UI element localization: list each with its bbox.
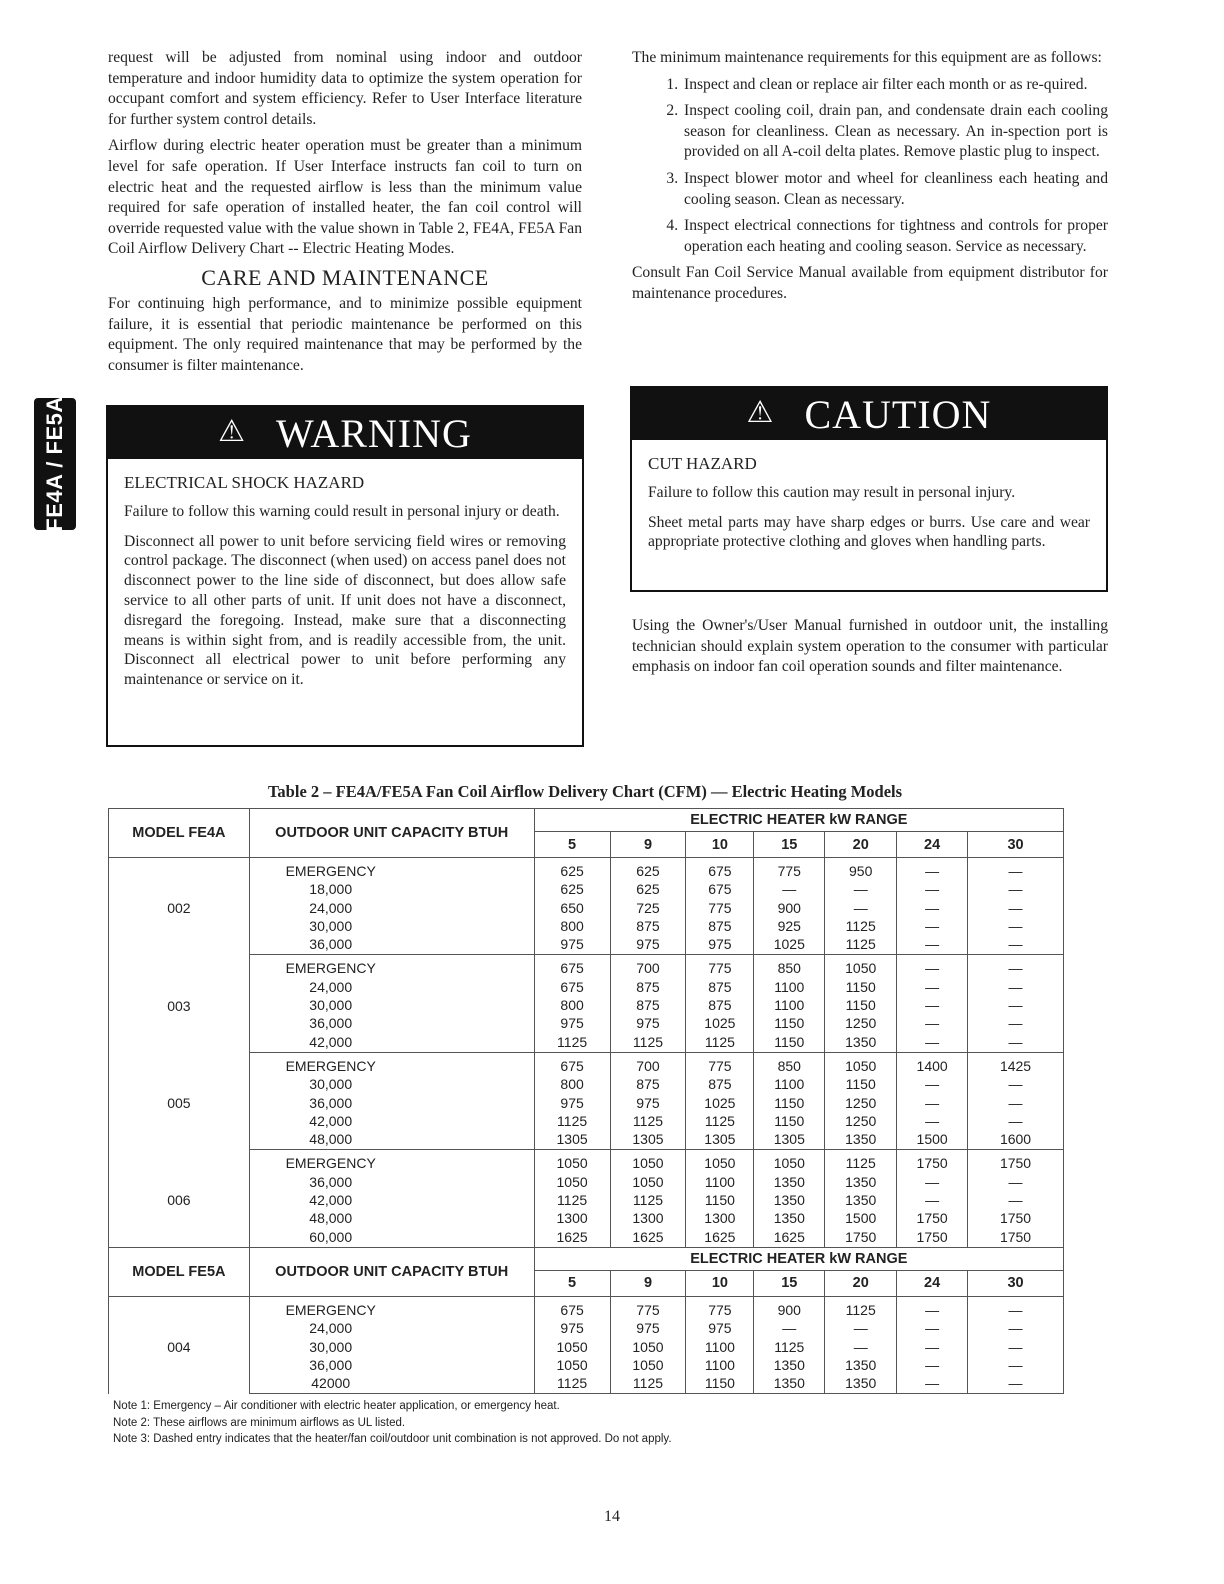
airflow-cell: 975	[686, 935, 754, 955]
capacity-cell: 24,000	[249, 1319, 534, 1337]
airflow-cell: 775	[610, 1296, 686, 1319]
airflow-cell: 1625	[534, 1228, 610, 1248]
airflow-cell: 1350	[825, 1191, 897, 1209]
airflow-cell: 1125	[610, 1033, 686, 1053]
airflow-cell: —	[897, 935, 968, 955]
airflow-cell: 975	[610, 935, 686, 955]
airflow-cell: —	[897, 858, 968, 881]
airflow-cell: 975	[686, 1319, 754, 1337]
airflow-cell: —	[897, 1356, 968, 1374]
right-column	[632, 48, 1108, 311]
airflow-cell: 975	[610, 1094, 686, 1112]
airflow-cell: 1250	[825, 1014, 897, 1032]
airflow-cell: 625	[534, 858, 610, 881]
warning-text-1: Failure to follow this warning could result in personal injury or death.	[124, 502, 560, 520]
table-row	[109, 1150, 1064, 1173]
airflow-cell: —	[754, 880, 825, 898]
table-row	[109, 1094, 1064, 1112]
model-number-cell: 004	[109, 1296, 250, 1393]
airflow-cell: 1500	[897, 1130, 968, 1150]
capacity-cell: EMERGENCY	[249, 1150, 534, 1173]
airflow-cell: 1250	[825, 1094, 897, 1112]
airflow-cell: —	[968, 1173, 1064, 1191]
paragraph-consult-manual: Consult Fan Coil Service Manual available from equipment distributor for maintenance procedures.	[632, 264, 1108, 302]
capacity-cell: 30,000	[249, 996, 534, 1014]
airflow-cell: 775	[754, 858, 825, 881]
maintenance-item: 3. Inspect blower motor and wheel for cleanliness each heating and cooling season. Clean as necessary.	[682, 169, 1108, 210]
capacity-cell: 30,000	[249, 1338, 534, 1356]
paragraph-maintenance-intro: For continuing high performance, and to minimize possible equipment failure, it is essential that periodic maintenance be performed on this equipment. The only required maintenance that may be performed by the consumer is filter maintenance.	[108, 294, 582, 374]
airflow-cell: 1050	[610, 1338, 686, 1356]
airflow-cell: 775	[686, 1296, 754, 1319]
paragraph-owner-manual: Using the Owner's/User Manual furnished in outdoor unit, the installing technician should explain system operation to the consumer with particular emphasis on indoor fan coil operation sounds and filter maintenance.	[632, 617, 1108, 676]
model-number-cell: 006	[109, 1150, 250, 1247]
airflow-cell: 1125	[825, 935, 897, 955]
airflow-cell: —	[897, 1075, 968, 1093]
airflow-cell: 1100	[686, 1356, 754, 1374]
model-number-cell: 005	[109, 1052, 250, 1149]
airflow-cell: 1600	[968, 1130, 1064, 1150]
table-row	[109, 1052, 1064, 1075]
airflow-cell: —	[968, 978, 1064, 996]
airflow-cell: 700	[610, 955, 686, 978]
airflow-cell: 975	[610, 1319, 686, 1337]
kw-column-header: 24	[897, 832, 968, 858]
airflow-cell: —	[968, 1112, 1064, 1130]
table-note: Note 2: These airflows are minimum airflows as UL listed.	[113, 1416, 406, 1429]
table-row	[109, 1191, 1064, 1209]
capacity-column-header: OUTDOOR UNIT CAPACITY BTUH	[249, 809, 534, 858]
capacity-cell: 42,000	[249, 1112, 534, 1130]
airflow-cell: 1625	[754, 1228, 825, 1248]
airflow-cell: 1125	[534, 1374, 610, 1394]
airflow-cell: —	[968, 1374, 1064, 1394]
table-row	[109, 858, 1064, 881]
airflow-cell: 675	[686, 858, 754, 881]
airflow-cell: 625	[610, 880, 686, 898]
maintenance-item: 4. Inspect electrical connections for tightness and controls for proper operation each heating and cooling season. Service as necessary.	[682, 216, 1108, 257]
capacity-cell: EMERGENCY	[249, 1052, 534, 1075]
airflow-cell: 1400	[897, 1052, 968, 1075]
kw-column-header: 5	[534, 1270, 610, 1296]
airflow-cell: —	[968, 1094, 1064, 1112]
model-group	[109, 1296, 1064, 1393]
airflow-cell: 925	[754, 917, 825, 935]
table-row	[109, 935, 1064, 955]
airflow-cell: 1125	[686, 1033, 754, 1053]
airflow-cell: 1305	[610, 1130, 686, 1150]
airflow-cell: 900	[754, 899, 825, 917]
airflow-cell: 1050	[754, 1150, 825, 1173]
airflow-cell: 1750	[897, 1209, 968, 1227]
table-row	[109, 1228, 1064, 1248]
model-group	[109, 955, 1064, 1052]
airflow-cell: 700	[610, 1052, 686, 1075]
airflow-cell: —	[897, 880, 968, 898]
airflow-cell: 1125	[534, 1191, 610, 1209]
airflow-cell: 1125	[686, 1112, 754, 1130]
capacity-cell: 24,000	[249, 978, 534, 996]
airflow-cell: 1050	[534, 1150, 610, 1173]
table-row	[109, 1209, 1064, 1227]
caution-banner-text: CAUTION	[804, 391, 992, 437]
airflow-cell: —	[825, 899, 897, 917]
table-row	[109, 1075, 1064, 1093]
airflow-cell: —	[968, 1014, 1064, 1032]
airflow-cell: 1350	[754, 1374, 825, 1394]
model-column-header: MODEL FE4A	[109, 809, 250, 858]
airflow-cell: 1300	[610, 1209, 686, 1227]
airflow-cell: 875	[686, 917, 754, 935]
airflow-cell: —	[825, 880, 897, 898]
airflow-cell: 675	[686, 880, 754, 898]
capacity-cell: 36,000	[249, 1356, 534, 1374]
kw-column-header: 30	[968, 1270, 1064, 1296]
airflow-cell: 1425	[968, 1052, 1064, 1075]
airflow-cell: 1350	[825, 1173, 897, 1191]
airflow-cell: 1150	[686, 1191, 754, 1209]
maintenance-list	[632, 75, 1108, 258]
airflow-cell: —	[897, 996, 968, 1014]
caution-box	[630, 386, 1108, 592]
airflow-cell: —	[897, 1112, 968, 1130]
airflow-cell: 1350	[754, 1173, 825, 1191]
airflow-cell: 1050	[534, 1173, 610, 1191]
airflow-cell: 1125	[610, 1374, 686, 1394]
airflow-cell: 975	[534, 1094, 610, 1112]
airflow-cell: 900	[754, 1296, 825, 1319]
airflow-cell: —	[897, 1319, 968, 1337]
airflow-cell: 1050	[610, 1173, 686, 1191]
warning-triangle-icon: ⚠	[218, 414, 247, 448]
airflow-cell: —	[897, 1173, 968, 1191]
capacity-cell: 42,000	[249, 1191, 534, 1209]
left-column	[108, 48, 582, 382]
capacity-cell: 48,000	[249, 1130, 534, 1150]
airflow-cell: 850	[754, 955, 825, 978]
airflow-cell: —	[754, 1319, 825, 1337]
kw-column-header: 15	[754, 1270, 825, 1296]
airflow-cell: 1350	[754, 1356, 825, 1374]
paragraph-airflow-request: request will be adjusted from nominal using indoor and outdoor temperature and indoor humidity data to optimize the system operation for occupant comfort and system efficiency. Refer to User Interface literature for further system control details.	[108, 49, 582, 128]
airflow-cell: 1025	[686, 1014, 754, 1032]
airflow-cell: 975	[534, 1319, 610, 1337]
airflow-cell: 675	[534, 1296, 610, 1319]
capacity-cell: 30,000	[249, 1075, 534, 1093]
airflow-cell: 875	[610, 917, 686, 935]
table-row	[109, 1130, 1064, 1150]
airflow-cell: 875	[610, 996, 686, 1014]
airflow-cell: —	[968, 917, 1064, 935]
airflow-cell: 1250	[825, 1112, 897, 1130]
airflow-cell: 1100	[686, 1173, 754, 1191]
airflow-cell: 800	[534, 917, 610, 935]
table-row	[109, 1173, 1064, 1191]
airflow-cell: 1100	[754, 978, 825, 996]
kw-column-header: 10	[686, 832, 754, 858]
airflow-cell: —	[897, 917, 968, 935]
airflow-cell: 1150	[754, 1014, 825, 1032]
kw-column-header: 5	[534, 832, 610, 858]
airflow-cell: 1050	[610, 1150, 686, 1173]
airflow-cell: —	[968, 1319, 1064, 1337]
airflow-cell: 800	[534, 996, 610, 1014]
airflow-cell: 1625	[610, 1228, 686, 1248]
caution-text-1: Failure to follow this caution may result in personal injury.	[648, 483, 1016, 501]
airflow-cell: 1750	[968, 1150, 1064, 1173]
airflow-cell: 875	[610, 1075, 686, 1093]
model-number-cell: 003	[109, 955, 250, 1052]
airflow-cell: 1100	[754, 996, 825, 1014]
airflow-cell: 1150	[825, 978, 897, 996]
airflow-cell: —	[968, 955, 1064, 978]
airflow-cell: —	[968, 858, 1064, 881]
maintenance-item: 1. Inspect and clean or replace air filter each month or as re-quired.	[682, 75, 1108, 96]
model-group	[109, 858, 1064, 955]
airflow-cell: 1150	[754, 1094, 825, 1112]
airflow-cell: 1125	[534, 1033, 610, 1053]
caution-triangle-icon: ⚠	[746, 395, 775, 429]
table-row	[109, 1374, 1064, 1394]
kw-column-header: 20	[825, 1270, 897, 1296]
airflow-cell: 725	[610, 899, 686, 917]
airflow-cell: 1350	[825, 1033, 897, 1053]
airflow-delivery-table	[108, 808, 1064, 1394]
airflow-cell: —	[897, 1374, 968, 1394]
airflow-cell: —	[968, 1296, 1064, 1319]
capacity-cell: 36,000	[249, 1173, 534, 1191]
airflow-cell: 1300	[686, 1209, 754, 1227]
table-row	[109, 1319, 1064, 1337]
airflow-cell: 1125	[825, 1296, 897, 1319]
airflow-cell: 625	[610, 858, 686, 881]
capacity-cell: 36,000	[249, 1014, 534, 1032]
kw-column-header: 24	[897, 1270, 968, 1296]
airflow-cell: —	[968, 996, 1064, 1014]
airflow-cell: 1625	[686, 1228, 754, 1248]
capacity-cell: EMERGENCY	[249, 955, 534, 978]
airflow-cell: 800	[534, 1075, 610, 1093]
airflow-cell: 1750	[825, 1228, 897, 1248]
airflow-cell: 1125	[610, 1112, 686, 1130]
airflow-cell: 975	[610, 1014, 686, 1032]
airflow-cell: 1150	[825, 1075, 897, 1093]
model-group	[109, 1052, 1064, 1149]
airflow-cell: 1350	[754, 1209, 825, 1227]
airflow-cell: 1750	[968, 1228, 1064, 1248]
caution-hazard-title: CUT HAZARD	[648, 454, 757, 473]
airflow-cell: 1125	[534, 1112, 610, 1130]
airflow-cell: —	[897, 955, 968, 978]
page-number: 14	[604, 1508, 620, 1525]
airflow-cell: 1300	[534, 1209, 610, 1227]
table-row	[109, 899, 1064, 917]
airflow-cell: —	[897, 1033, 968, 1053]
airflow-cell: 1305	[754, 1130, 825, 1150]
airflow-cell: 1500	[825, 1209, 897, 1227]
warning-box	[106, 405, 584, 747]
kw-range-header: ELECTRIC HEATER kW RANGE	[534, 809, 1063, 832]
model-number-cell: 002	[109, 858, 250, 955]
capacity-cell: 42,000	[249, 1033, 534, 1053]
capacity-cell: EMERGENCY	[249, 858, 534, 881]
warning-banner	[108, 407, 582, 459]
table-header-row	[109, 1247, 1064, 1270]
airflow-cell: 1750	[897, 1228, 968, 1248]
warning-hazard-title: ELECTRICAL SHOCK HAZARD	[124, 473, 365, 492]
table-header-row	[109, 809, 1064, 832]
capacity-cell: 30,000	[249, 917, 534, 935]
airflow-cell: 1125	[754, 1338, 825, 1356]
capacity-cell: EMERGENCY	[249, 1296, 534, 1319]
airflow-cell: 1050	[825, 1052, 897, 1075]
capacity-cell: 24,000	[249, 899, 534, 917]
airflow-cell: 1150	[686, 1374, 754, 1394]
table-notes	[113, 1398, 672, 1448]
warning-banner-text: WARNING	[276, 410, 472, 456]
airflow-cell: —	[968, 935, 1064, 955]
airflow-cell: 1350	[825, 1356, 897, 1374]
kw-column-header: 9	[610, 1270, 686, 1296]
airflow-cell: —	[897, 899, 968, 917]
airflow-cell: 875	[686, 1075, 754, 1093]
airflow-cell: —	[825, 1338, 897, 1356]
airflow-cell: —	[897, 1191, 968, 1209]
table-row	[109, 1014, 1064, 1032]
airflow-cell: 1125	[825, 917, 897, 935]
airflow-cell: 1100	[754, 1075, 825, 1093]
airflow-cell: —	[825, 1319, 897, 1337]
airflow-cell: 775	[686, 899, 754, 917]
capacity-cell: 48,000	[249, 1209, 534, 1227]
airflow-cell: 1050	[825, 955, 897, 978]
airflow-cell: 1025	[686, 1094, 754, 1112]
airflow-cell: —	[968, 1075, 1064, 1093]
table-row	[109, 1112, 1064, 1130]
airflow-cell: 850	[754, 1052, 825, 1075]
airflow-cell: 625	[534, 880, 610, 898]
table-note: Note 3: Dashed entry indicates that the heater/fan coil/outdoor unit combination is not approved. Do not apply.	[113, 1433, 672, 1445]
airflow-cell: 950	[825, 858, 897, 881]
side-tab	[34, 398, 76, 530]
airflow-cell: 675	[534, 978, 610, 996]
airflow-cell: 675	[534, 955, 610, 978]
airflow-cell: 1150	[754, 1112, 825, 1130]
maintenance-requirements-intro: The minimum maintenance requirements for this equipment are as follows:	[632, 49, 1102, 66]
airflow-cell: 875	[686, 978, 754, 996]
kw-column-header: 20	[825, 832, 897, 858]
airflow-cell: 775	[686, 955, 754, 978]
table-row	[109, 1338, 1064, 1356]
paragraph-heater-airflow: Airflow during electric heater operation must be greater than a minimum level for safe operation. If User Interface instructs fan coil to turn on electric heat and the requested airflow is less than the minimum value required for safe operation of installed heater, the fan coil control will override requested value with the value shown in Table 2, FE4A, FE5A Fan Coil Airflow Delivery Chart -- Electric Heating Modes.	[108, 137, 582, 258]
airflow-cell: —	[968, 1356, 1064, 1374]
airflow-cell: 1350	[825, 1374, 897, 1394]
model-column-header: MODEL FE5A	[109, 1247, 250, 1296]
airflow-cell: —	[897, 1094, 968, 1112]
airflow-cell: 1100	[686, 1338, 754, 1356]
capacity-cell: 36,000	[249, 1094, 534, 1112]
table-note: Note 1: Emergency – Air conditioner with electric heater application, or emergency heat.	[113, 1400, 560, 1412]
table-row	[109, 917, 1064, 935]
airflow-cell: 1050	[534, 1356, 610, 1374]
airflow-cell: 1305	[534, 1130, 610, 1150]
airflow-cell: —	[968, 1191, 1064, 1209]
airflow-cell: 1350	[825, 1130, 897, 1150]
airflow-cell: 1750	[897, 1150, 968, 1173]
capacity-cell: 36,000	[249, 935, 534, 955]
airflow-cell: —	[897, 978, 968, 996]
airflow-cell: 1150	[754, 1033, 825, 1053]
airflow-cell: 975	[534, 1014, 610, 1032]
capacity-column-header: OUTDOOR UNIT CAPACITY BTUH	[249, 1247, 534, 1296]
airflow-cell: —	[897, 1014, 968, 1032]
airflow-cell: 1750	[968, 1209, 1064, 1227]
airflow-cell: —	[968, 880, 1064, 898]
table-title: Table 2 – FE4A/FE5A Fan Coil Airflow Delivery Chart (CFM) — Electric Heating Models	[267, 782, 903, 801]
kw-column-header: 15	[754, 832, 825, 858]
table-row	[109, 880, 1064, 898]
capacity-cell: 42000	[249, 1374, 534, 1394]
airflow-cell: 1150	[825, 996, 897, 1014]
airflow-cell: 1050	[610, 1356, 686, 1374]
capacity-cell: 60,000	[249, 1228, 534, 1248]
caution-text-2: Sheet metal parts may have sharp edges or burrs. Use care and wear appropriate protective clothing and gloves when handling parts.	[648, 513, 1090, 551]
table-row	[109, 1296, 1064, 1319]
airflow-cell: —	[897, 1296, 968, 1319]
airflow-cell: 1350	[754, 1191, 825, 1209]
airflow-cell: —	[968, 1033, 1064, 1053]
airflow-cell: 1125	[610, 1191, 686, 1209]
airflow-cell: 1025	[754, 935, 825, 955]
section-title-care-maintenance: CARE AND MAINTENANCE	[201, 264, 489, 290]
airflow-cell: —	[968, 1338, 1064, 1356]
airflow-cell: 1050	[534, 1338, 610, 1356]
airflow-cell: —	[968, 899, 1064, 917]
kw-column-header: 10	[686, 1270, 754, 1296]
table-row	[109, 955, 1064, 978]
airflow-cell: 1305	[686, 1130, 754, 1150]
airflow-cell: 650	[534, 899, 610, 917]
airflow-cell: —	[897, 1338, 968, 1356]
capacity-cell: 18,000	[249, 880, 534, 898]
side-tab-label: FE4A / FE5A	[42, 396, 67, 532]
table-row	[109, 996, 1064, 1014]
kw-column-header: 9	[610, 832, 686, 858]
caution-banner	[632, 388, 1106, 440]
airflow-cell: 1050	[686, 1150, 754, 1173]
table-row	[109, 1356, 1064, 1374]
maintenance-item: 2. Inspect cooling coil, drain pan, and condensate drain each cooling season for cleanliness. Clean as necessary. An in-spection port is provided on all A-coil delta plates. Remove plastic plug to inspect.	[682, 101, 1108, 163]
model-group	[109, 1150, 1064, 1247]
kw-column-header: 30	[968, 832, 1064, 858]
kw-range-header: ELECTRIC HEATER kW RANGE	[534, 1247, 1063, 1270]
airflow-cell: 775	[686, 1052, 754, 1075]
airflow-cell: 675	[534, 1052, 610, 1075]
airflow-cell: 875	[686, 996, 754, 1014]
warning-text-2: Disconnect all power to unit before servicing field wires or removing control package. The disconnect (when used) on access panel does not disconnect power to the line side of disconnect, but does allow safe service to all other parts of unit. If unit does not have a disconnect, disregard the foregoing. Instead, make sure that a disconnecting means is within sight from, and is readily accessible from, the unit. Disconnect all electrical power to unit before performing any maintenance or service on it.	[124, 532, 566, 689]
airflow-cell: 875	[610, 978, 686, 996]
table-row	[109, 1033, 1064, 1053]
airflow-cell: 1125	[825, 1150, 897, 1173]
airflow-cell: 975	[534, 935, 610, 955]
table-row	[109, 978, 1064, 996]
